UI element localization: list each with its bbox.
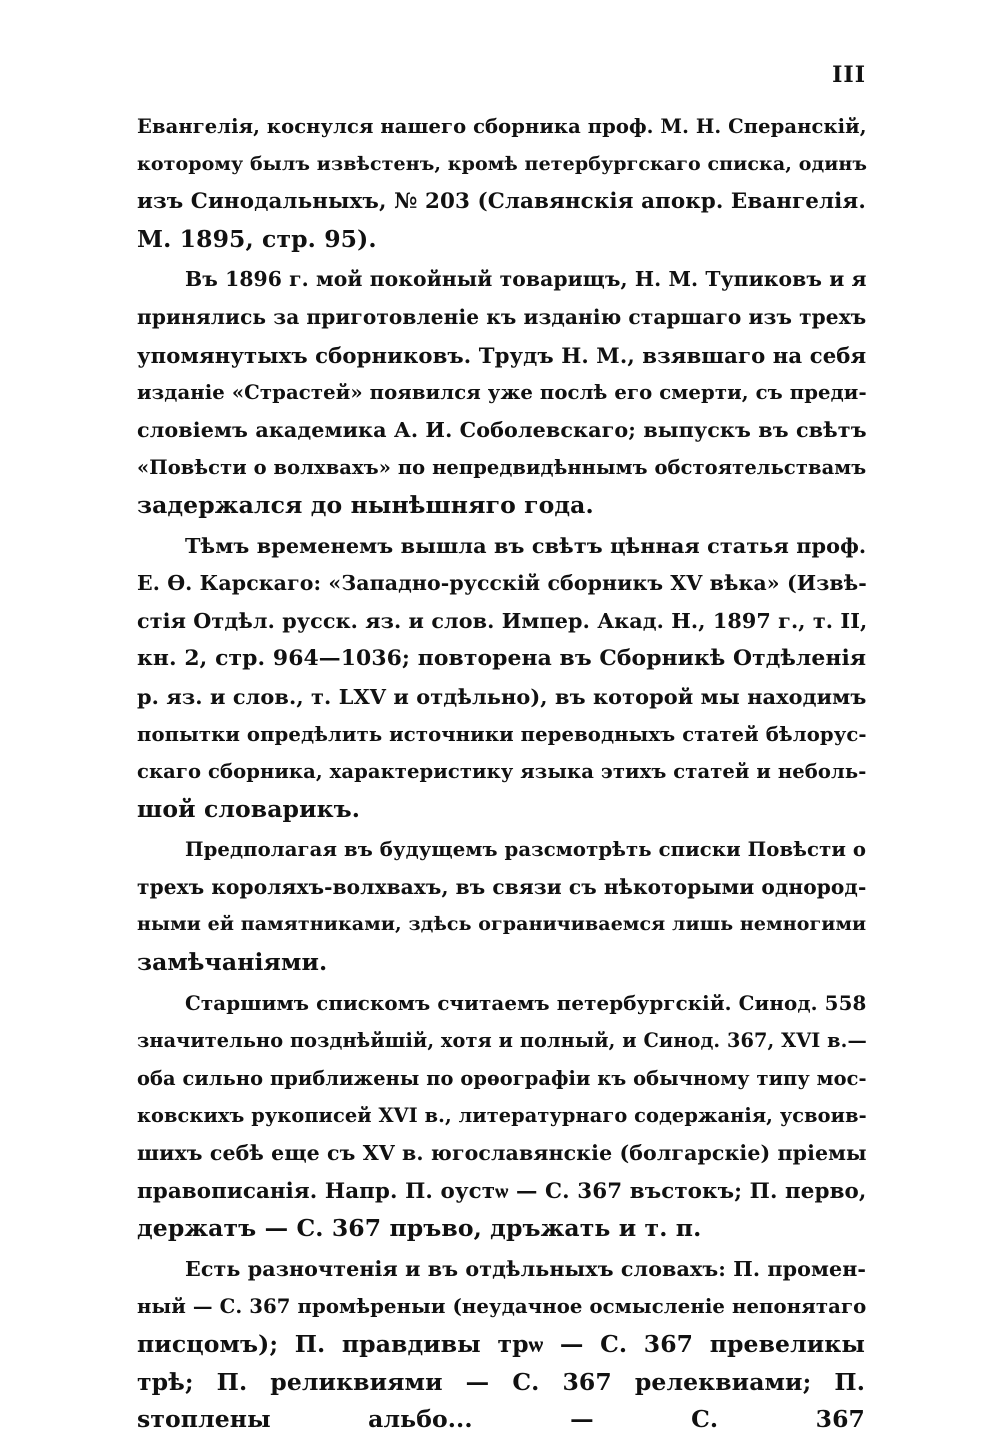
text-line: шихъ себѣ еще съ XV в. югославянскіе (болгарскіе) пріемы xyxy=(137,1141,867,1166)
body-text xyxy=(137,108,868,1439)
text-line: правописанія. Напр. П. оустѡ — С. 367 въстокъ; П. перво, xyxy=(137,1178,867,1204)
text-line: кн. 2, стр. 964—1036; повторена въ Сборникѣ Отдѣленія xyxy=(137,645,867,672)
text-line: задержался до нынѣшняго года. xyxy=(137,490,594,519)
text-line: М. 1895, стр. 95). xyxy=(137,224,377,253)
paragraph-5 xyxy=(137,985,865,1248)
text-line: которому былъ извѣстенъ, кромѣ петербургскаго списка, одинъ xyxy=(137,152,868,175)
text-line: изданіе «Страстей» появился уже послѣ его смерти, съ преди- xyxy=(137,381,867,405)
text-line: попытки опредѣлить источники переводныхъ статей бѣлорус- xyxy=(137,722,867,746)
text-line: словіемъ академика А. И. Соболевскаго; выпускъ въ свѣтъ xyxy=(137,417,867,442)
paragraph-6 xyxy=(137,1251,865,1439)
paragraph-3 xyxy=(137,528,868,829)
text-line: замѣчаніями. xyxy=(137,948,328,977)
text-line: писцомъ); П. правдивы трѡ — С. 367 превеликы трѣ; П. реликвиями — С. 367 релеквиами; П. ѕтоплены альбо... — С. 367 xyxy=(137,1330,865,1434)
text-line: оба сильно приближены по орѳографіи къ обычному типу мос- xyxy=(137,1066,867,1090)
paragraph-1 xyxy=(137,108,868,258)
text-line: ковскихъ рукописей XVI в., литературнаго содержанія, усвоив- xyxy=(137,1104,867,1128)
paragraph-4 xyxy=(137,831,865,981)
text-line: Есть разночтенія и въ отдѣльныхъ словахъ: П. промен- xyxy=(185,1256,867,1281)
text-line: изъ Синодальныхъ, № 203 (Славянскія апокр. Евангелія. xyxy=(137,189,866,215)
text-line: скаго сборника, характеристику языка этихъ статей и неболь- xyxy=(137,760,867,784)
text-line: ный — С. 367 промѣреныи (неудачное осмысленіе непонятаго xyxy=(137,1295,867,1319)
text-line: Е. Ѳ. Карскаго: «Западно-русскій сборникъ XV вѣка» (Извѣ- xyxy=(137,571,867,596)
text-line: держатъ — С. 367 пръво, дръжать и т. п. xyxy=(137,1214,702,1243)
text-line: Тѣмъ временемъ вышла въ свѣтъ цѣнная статья проф. xyxy=(185,533,867,558)
text-line: Старшимъ спискомъ считаемъ петербургскій. Синод. 558 xyxy=(185,990,867,1015)
text-line: Предполагая въ будущемъ разсмотрѣть списки Повѣсти о xyxy=(185,838,867,862)
text-line: упомянутыхъ сборниковъ. Трудъ Н. М., взявшаго на себя xyxy=(137,342,867,368)
page-number: III xyxy=(832,62,866,88)
text-line: р. яз. и слов., т. LXV и отдѣльно), въ которой мы находимъ xyxy=(137,683,867,709)
text-line: стія Отдѣл. русск. яз. и слов. Импер. Акад. Н., 1897 г., т. II, xyxy=(137,608,868,633)
text-line: «Повѣсти о волхвахъ» по непредвидѣннымъ обстоятельствамъ xyxy=(137,456,867,480)
text-line: принялись за приготовленіе къ изданію старшаго изъ трехъ xyxy=(137,304,867,329)
text-line: значительно позднѣйшій, хотя и полный, и Синод. 367, XVI в.— xyxy=(137,1029,867,1053)
text-line: шой словарикъ. xyxy=(137,794,361,823)
paragraph-2 xyxy=(137,261,865,524)
text-line: Въ 1896 г. мой покойный товарищъ, Н. М. Тупиковъ и я xyxy=(185,267,867,292)
text-line: трехъ короляхъ-волхвахъ, въ связи съ нѣкоторыми однород- xyxy=(137,874,867,899)
text-line: ными ей памятниками, здѣсь ограничиваемся лишь немногими xyxy=(137,913,867,936)
text-line: Евангелія, коснулся нашего сборника проф. М. Н. Сперанскій, xyxy=(137,115,867,138)
